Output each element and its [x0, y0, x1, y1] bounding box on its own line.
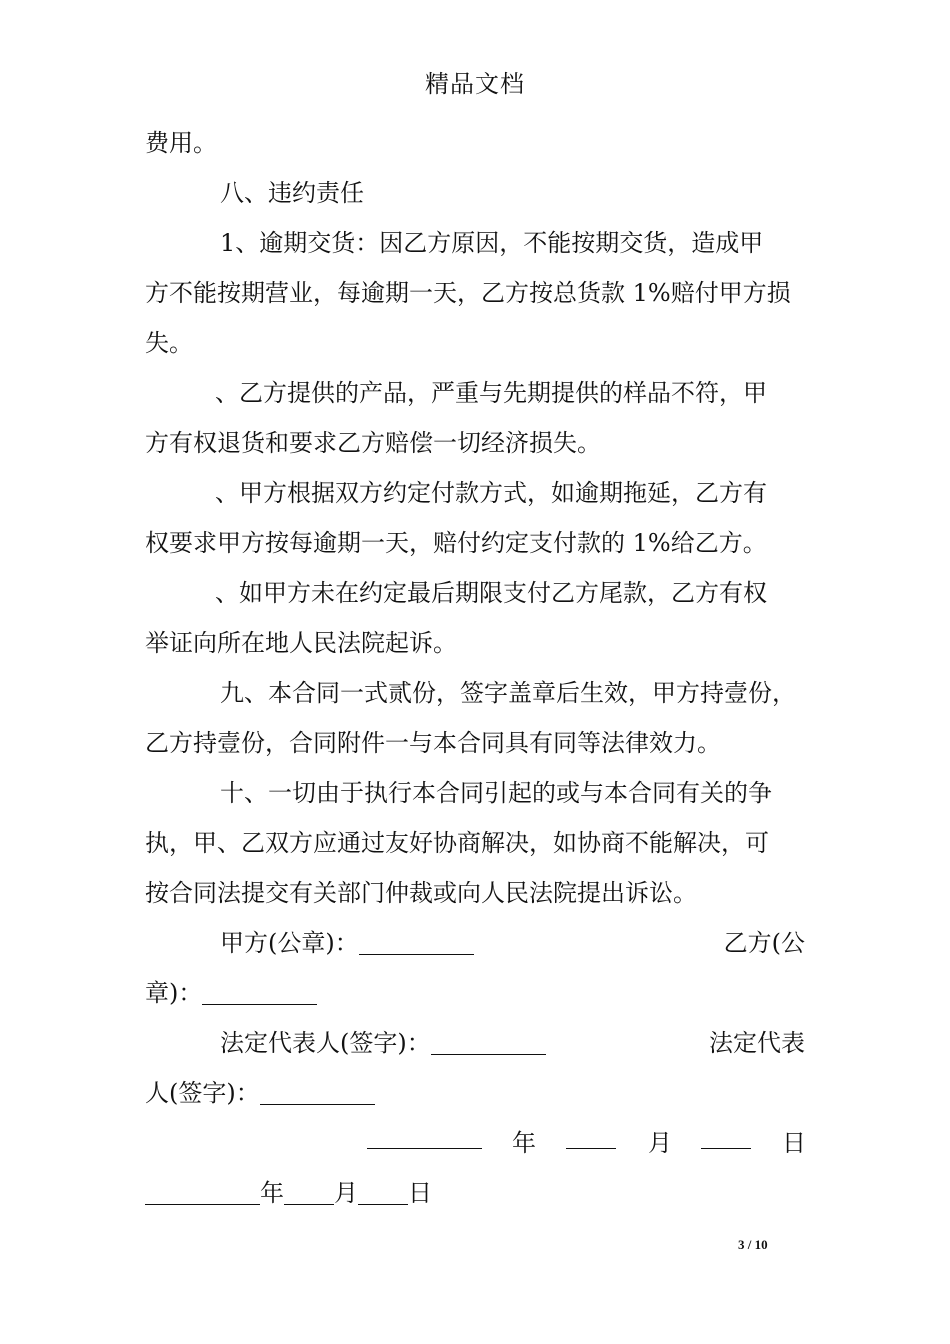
contract-body [145, 118, 805, 1218]
party-a-seal-blank[interactable] [359, 924, 474, 955]
text-line: 费用。 [145, 129, 217, 157]
party-b-rep-blank[interactable] [260, 1074, 375, 1105]
month-label: 月 [648, 1129, 672, 1157]
text-line: 权要求甲方按每逾期一天，赔付约定支付款的 1%给乙方。 [145, 529, 767, 557]
party-a-rep-label: 法定代表人(签字)： [220, 1029, 431, 1057]
section-heading-breach: 八、违约责任 [220, 179, 364, 207]
day-blank[interactable] [701, 1118, 751, 1149]
section-nine: 九、本合同一式贰份，签字盖章后生效，甲方持壹份， [220, 679, 796, 707]
text-line: 举证向所在地人民法院起诉。 [145, 629, 457, 657]
year-blank[interactable] [145, 1174, 260, 1205]
text-line: 方有权退货和要求乙方赔偿一切经济损失。 [145, 429, 601, 457]
year-blank[interactable] [367, 1118, 482, 1149]
party-a-date-line [145, 1118, 805, 1168]
month-blank[interactable] [284, 1174, 334, 1205]
text-line: 方不能按期营业，每逾期一天，乙方按总货款 1%赔付甲方损 [145, 279, 791, 307]
party-a-seal-label: 甲方(公章)： [220, 929, 359, 957]
text-line: 执，甲、乙双方应通过友好协商解决，如协商不能解决，可 [145, 829, 769, 857]
section-ten: 十、一切由于执行本合同引起的或与本合同有关的争 [220, 779, 772, 807]
text-line: 、如甲方未在约定最后期限支付乙方尾款，乙方有权 [215, 579, 767, 607]
text-line: 、甲方根据双方约定付款方式，如逾期拖延，乙方有 [215, 479, 767, 507]
year-label: 年 [260, 1179, 284, 1207]
month-label: 月 [334, 1179, 358, 1207]
party-seal-line [145, 918, 805, 968]
page-number: 3 / 10 [738, 1237, 768, 1252]
representative-line-cont [145, 1068, 805, 1118]
party-b-seal-label-end: 章)： [145, 979, 203, 1007]
day-label: 日 [782, 1129, 806, 1157]
day-label: 日 [408, 1179, 432, 1207]
party-a-rep-blank[interactable] [431, 1024, 546, 1055]
party-b-rep-label-start: 法定代表 [709, 1029, 805, 1057]
year-label: 年 [512, 1129, 536, 1157]
text-line: 乙方持壹份，合同附件一与本合同具有同等法律效力。 [145, 729, 721, 757]
party-b-seal-blank[interactable] [202, 974, 317, 1005]
party-b-rep-label-end: 人(签字)： [145, 1079, 260, 1107]
text-line: 失。 [145, 329, 193, 357]
representative-line [145, 1018, 805, 1068]
page-header-title: 精品文档 [425, 70, 525, 98]
party-b-seal-label-start: 乙方(公 [723, 929, 805, 957]
text-line: 1、逾期交货：因乙方原因，不能按期交货，造成甲 [220, 229, 764, 257]
party-seal-line-cont [145, 968, 805, 1018]
day-blank[interactable] [358, 1174, 408, 1205]
text-line: 、乙方提供的产品，严重与先期提供的样品不符，甲 [215, 379, 767, 407]
party-b-date-line [145, 1168, 805, 1218]
text-line: 按合同法提交有关部门仲裁或向人民法院提出诉讼。 [145, 879, 697, 907]
month-blank[interactable] [566, 1118, 616, 1149]
